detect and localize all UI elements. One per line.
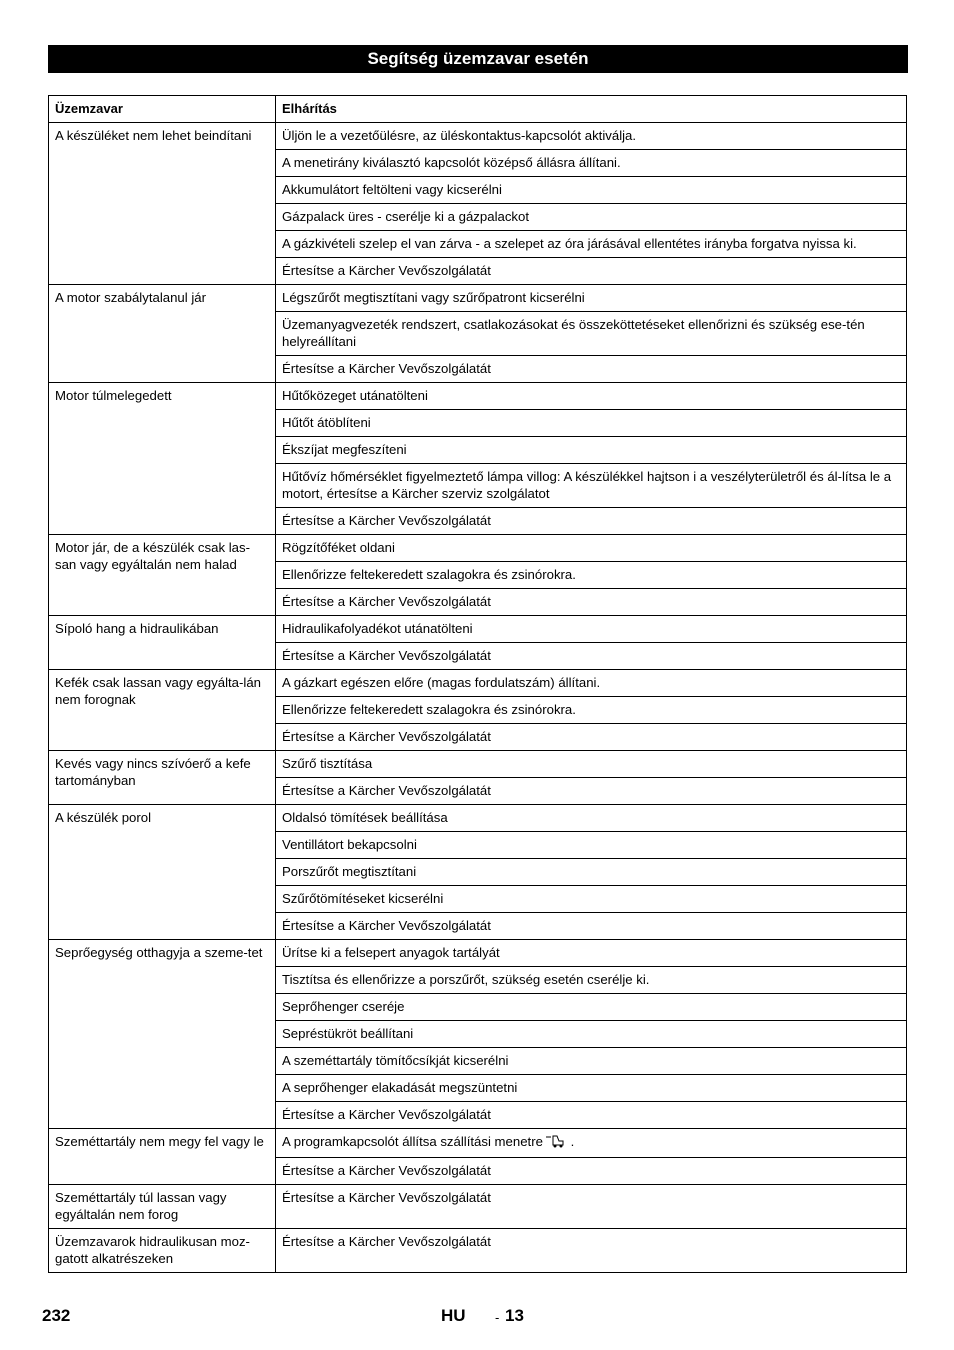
remedy-text: Ürítse ki a felsepert anyagok tartályát [282,945,500,960]
remedy-text: Ékszíjat megfeszíteni [282,442,407,457]
remedy-text: Porszűrőt megtisztítani [282,864,417,879]
fault-cell: Motor jár, de a készülék csak las-san vagy egyáltalán nem halad [49,535,276,616]
remedy-cell [276,616,907,643]
remedy-text: Értesítse a Kärcher Vevőszolgálatát [282,648,491,663]
fault-cell: Motor túlmelegedett [49,383,276,535]
remedy-text: Szűrőtömítéseket kicserélni [282,891,444,906]
remedy-text: Értesítse a Kärcher Vevőszolgálatát [282,1190,491,1205]
remedy-text: Értesítse a Kärcher Vevőszolgálatát [282,1107,491,1122]
header-remedy: Elhárítás [276,96,907,123]
table-row [49,805,907,832]
table-row [49,751,907,778]
remedy-text: A seprőhenger elakadását megszüntetni [282,1080,518,1095]
remedy-cell [276,859,907,886]
remedy-text: Oldalsó tömítések beállítása [282,810,448,825]
remedy-text: Értesítse a Kärcher Vevőszolgálatát [282,783,491,798]
table-header-row [49,96,907,123]
remedy-cell [276,670,907,697]
remedy-cell [276,150,907,177]
fault-cell: Üzemzavarok hidraulikusan moz-gatott alkatrészeken [49,1229,276,1273]
remedy-text: Légszűrőt megtisztítani vagy szűrőpatront kicserélni [282,290,585,305]
remedy-text: Ellenőrizze feltekeredett szalagokra és zsinórokra. [282,567,576,582]
remedy-text: Értesítse a Kärcher Vevőszolgálatát [282,1163,491,1178]
fault-cell: Szeméttartály túl lassan vagy egyáltalán nem forog [49,1185,276,1229]
remedy-cell [276,697,907,724]
fault-cell: A készüléket nem lehet beindítani [49,123,276,285]
table-row [49,285,907,312]
remedy-cell [276,258,907,285]
fault-cell: A készülék porol [49,805,276,940]
remedy-text: Hűtőt átöblíteni [282,415,371,430]
remedy-cell [276,285,907,312]
remedy-text: Rögzítőféket oldani [282,540,395,555]
remedy-cell [276,204,907,231]
table-row [49,1185,907,1229]
remedy-cell [276,1048,907,1075]
remedy-text: Hűtőközeget utánatölteni [282,388,428,403]
fault-cell: Kefék csak lassan vagy egyálta-lán nem forognak [49,670,276,751]
page-title: Segítség üzemzavar esetén [48,45,908,73]
remedy-text: Értesítse a Kärcher Vevőszolgálatát [282,918,491,933]
remedy-cell [276,751,907,778]
remedy-cell [276,886,907,913]
transport-drive-icon [545,1134,567,1152]
table-row [49,940,907,967]
remedy-text: Gázpalack üres - cserélje ki a gázpalackot [282,209,530,224]
footer-page: 13 [505,1306,524,1325]
remedy-text: Értesítse a Kärcher Vevőszolgálatát [282,513,491,528]
remedy-cell [276,1021,907,1048]
remedy-text: Seprőhenger cseréje [282,999,405,1014]
remedy-cell [276,832,907,859]
remedy-cell [276,778,907,805]
remedy-cell [276,464,907,508]
remedy-text: A szeméttartály tömítőcsíkját kicserélni [282,1053,509,1068]
remedy-text: Akkumulátort feltölteni vagy kicserélni [282,182,502,197]
remedy-cell [276,356,907,383]
remedy-text: Értesítse a Kärcher Vevőszolgálatát [282,263,491,278]
header-fault: Üzemzavar [49,96,276,123]
fault-cell: A motor szabálytalanul jár [49,285,276,383]
remedy-cell [276,123,907,150]
remedy-cell [276,437,907,464]
remedy-cell [276,643,907,670]
remedy-text: Értesítse a Kärcher Vevőszolgálatát [282,594,491,609]
fault-cell: Sípoló hang a hidraulikában [49,616,276,670]
remedy-text: Üzemanyagvezeték rendszert, csatlakozásokat és összeköttetéseket ellenőrizni és szükség ese-tén helyreállítani [282,317,865,349]
remedy-text: Értesítse a Kärcher Vevőszolgálatát [282,729,491,744]
remedy-cell [276,1158,907,1185]
remedy-text: A programkapcsolót állítsa szállítási menetre [282,1134,543,1149]
remedy-cell [276,312,907,356]
fault-cell: Kevés vagy nincs szívóerő a kefe tartományban [49,751,276,805]
remedy-text: Hűtővíz hőmérséklet figyelmeztető lámpa villog: A készülékkel hajtson i a veszélyterületről és ál-lítsa le a motort, értesítse a Kärcher szerviz szolgálatot [282,469,892,501]
remedy-cell [276,177,907,204]
remedy-cell [276,508,907,535]
remedy-cell [276,562,907,589]
table-body [49,123,907,1273]
remedy-text: Szűrő tisztítása [282,756,373,771]
remedy-text: A gázkivételi szelep el van zárva - a szelepet az óra járásával ellentétes irányba forgatva nyissa ki. [282,236,857,251]
table-row [49,535,907,562]
remedy-cell [276,589,907,616]
remedy-cell [276,231,907,258]
footer-lang: HU [441,1306,466,1325]
remedy-cell [276,410,907,437]
remedy-cell [276,913,907,940]
table-row [49,1229,907,1273]
remedy-text: Értesítse a Kärcher Vevőszolgálatát [282,1234,491,1249]
remedy-text: Tisztítsa és ellenőrizze a porszűrőt, szükség esetén cserélje ki. [282,972,650,987]
table-row [49,616,907,643]
troubleshooting-table [48,95,907,1273]
table-row [49,670,907,697]
remedy-text: Ventillátort bekapcsolni [282,837,417,852]
fault-cell: Szeméttartály nem megy fel vagy le [49,1129,276,1185]
remedy-cell [276,994,907,1021]
remedy-text: Értesítse a Kärcher Vevőszolgálatát [282,361,491,376]
remedy-cell [276,1102,907,1129]
remedy-cell [276,535,907,562]
remedy-cell [276,724,907,751]
remedy-text: Ellenőrizze feltekeredett szalagokra és zsinórokra. [282,702,576,717]
footer-page-number: 232 [42,1306,71,1325]
remedy-text: A gázkart egészen előre (magas fordulatszám) állítani. [282,675,601,690]
remedy-cell: A programkapcsolót állítsa szállítási menetre . [276,1129,907,1158]
remedy-text: Üljön le a vezetőülésre, az üléskontaktus-kapcsolót aktiválja. [282,128,637,143]
remedy-text: Sepréstükröt beállítani [282,1026,414,1041]
remedy-cell [276,1185,907,1229]
footer-dash: - [495,1310,500,1325]
remedy-cell [276,940,907,967]
remedy-cell [276,1229,907,1273]
remedy-cell [276,805,907,832]
remedy-cell [276,1075,907,1102]
table-row [49,1129,907,1158]
remedy-text: Hidraulikafolyadékot utánatölteni [282,621,473,636]
remedy-cell [276,383,907,410]
remedy-text: A menetirány kiválasztó kapcsolót középső állásra állítani. [282,155,621,170]
table-row [49,383,907,410]
remedy-cell [276,967,907,994]
fault-cell: Seprőegység otthagyja a szeme-tet [49,940,276,1129]
table-row [49,123,907,150]
